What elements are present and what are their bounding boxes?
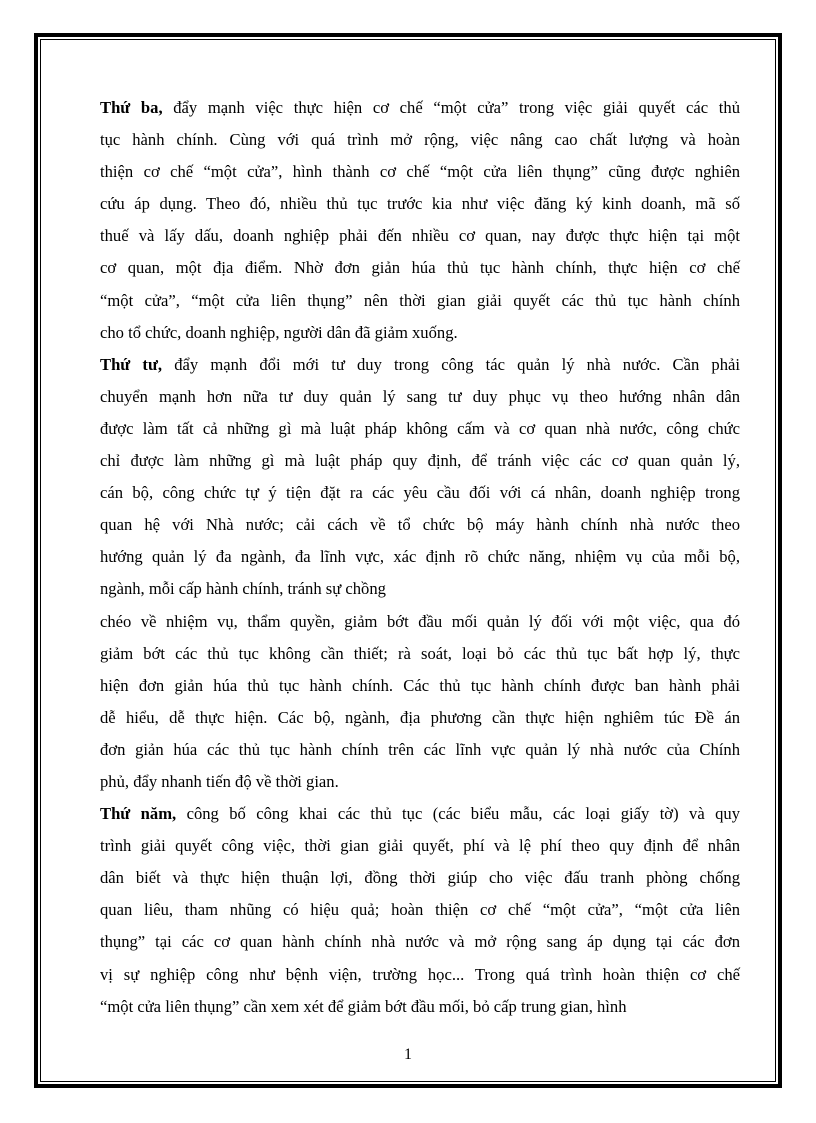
text-line: “một cửa liên thụng” cần xem xét để giảm bớt đầu mối, bỏ cấp trung gian, hình bbox=[100, 996, 627, 1016]
text-line: cơ quan, một địa điểm. Nhờ đơn giản húa thủ tục hành chính, thực hiện cơ chế bbox=[100, 258, 740, 278]
text-line: tục hành chính. Cùng với quá trình mở rộng, việc nâng cao chất lượng và hoàn bbox=[100, 130, 740, 150]
text-line: thuế và lấy dấu, doanh nghiệp phải đến nhiều cơ quan, nay được thực hiện tại một bbox=[100, 226, 740, 246]
paragraph-lead: Thứ ba, bbox=[100, 98, 163, 117]
document-body bbox=[100, 92, 740, 1023]
paragraph-thu-nam bbox=[100, 798, 740, 1023]
text-line: “một cửa”, “một cửa liên thụng” nên thời gian giải quyết các thủ tục hành chính bbox=[100, 290, 740, 310]
text-line: chỉ được làm những gì mà luật pháp quy định, để tránh việc các cơ quan quản lý, bbox=[100, 451, 740, 471]
text-span: đẩy mạnh đổi mới tư duy trong công tác quản lý nhà nước. Cần phải bbox=[162, 354, 740, 374]
text-line: vị sự nghiệp công như bệnh viện, trường học... Trong quá trình hoàn thiện cơ chế bbox=[100, 964, 740, 984]
text-line: đơn giản húa các thủ tục hành chính trên các lĩnh vực quản lý nhà nước của Chính bbox=[100, 739, 740, 759]
paragraph-continuation bbox=[100, 606, 740, 799]
text-line bbox=[100, 92, 740, 124]
text-line: hiện đơn giản húa thủ tục hành chính. Các thủ tục hành chính được ban hành phải bbox=[100, 675, 740, 695]
text-line: thụng” tại các cơ quan hành chính nhà nước và mở rộng sang áp dụng tại các đơn bbox=[100, 932, 740, 952]
text-line: quan hệ với Nhà nước; cải cách về tổ chức bộ máy hành chính nhà nước theo bbox=[100, 515, 740, 535]
text-line: chuyển mạnh hơn nữa tư duy quản lý sang tư duy phục vụ theo hướng nhân dân bbox=[100, 386, 740, 406]
text-line: hướng quản lý đa ngành, đa lĩnh vực, xác định rõ chức năng, nhiệm vụ của mỗi bộ, bbox=[100, 547, 740, 567]
text-line: dễ hiểu, dễ thực hiện. Các bộ, ngành, địa phương cần thực hiện nghiêm túc Đề án bbox=[100, 707, 740, 727]
text-line: thiện cơ chế “một cửa”, hình thành cơ chế “một cửa liên thụng” cũng được nghiên bbox=[100, 162, 740, 182]
text-line bbox=[100, 349, 740, 381]
text-line: cho tổ chức, doanh nghiệp, người dân đã giảm xuống. bbox=[100, 322, 458, 342]
text-line: chéo về nhiệm vụ, thẩm quyền, giảm bớt đầu mối quản lý đối với một việc, qua đó bbox=[100, 611, 740, 631]
text-line: cứu áp dụng. Theo đó, nhiều thủ tục trước kia như việc đăng ký kinh doanh, mã số bbox=[100, 194, 740, 214]
text-line bbox=[100, 798, 740, 830]
paragraph-lead: Thứ năm, bbox=[100, 804, 177, 824]
paragraph-thu-ba bbox=[100, 92, 740, 349]
text-line: giảm bớt các thủ tục không cần thiết; rà soát, loại bỏ các thủ tục bất hợp lý, thực bbox=[100, 643, 740, 663]
text-span: công bố công khai các thủ tục (các biểu mẫu, các loại giấy tờ) và quy bbox=[176, 804, 740, 824]
text-line: được làm tất cả những gì mà luật pháp không cấm và cơ quan nhà nước, công chức bbox=[100, 418, 740, 438]
text-line: quan liêu, tham nhũng có hiệu quả; hoàn thiện cơ chế “một cửa”, “một cửa liên bbox=[100, 900, 740, 920]
text-span: đẩy mạnh việc thực hiện cơ chế “một cửa” trong việc giải quyết các thủ bbox=[162, 98, 740, 117]
paragraph-thu-tu bbox=[100, 349, 740, 606]
text-line: dân biết và thực hiện thuận lợi, đồng thời giúp cho việc đấu tranh phòng chống bbox=[100, 868, 740, 888]
text-line: cán bộ, công chức tự ý tiện đặt ra các yêu cầu đối với cá nhân, doanh nghiệp trong bbox=[100, 483, 740, 503]
text-line: phủ, đẩy nhanh tiến độ về thời gian. bbox=[100, 771, 339, 791]
paragraph-lead: Thứ tư, bbox=[100, 354, 163, 374]
text-line: trình giải quyết công việc, thời gian giải quyết, phí và lệ phí theo quy định để nhân bbox=[100, 836, 740, 856]
page-number: 1 bbox=[404, 1046, 412, 1063]
text-line: ngành, mỗi cấp hành chính, tránh sự chồng bbox=[100, 579, 386, 599]
